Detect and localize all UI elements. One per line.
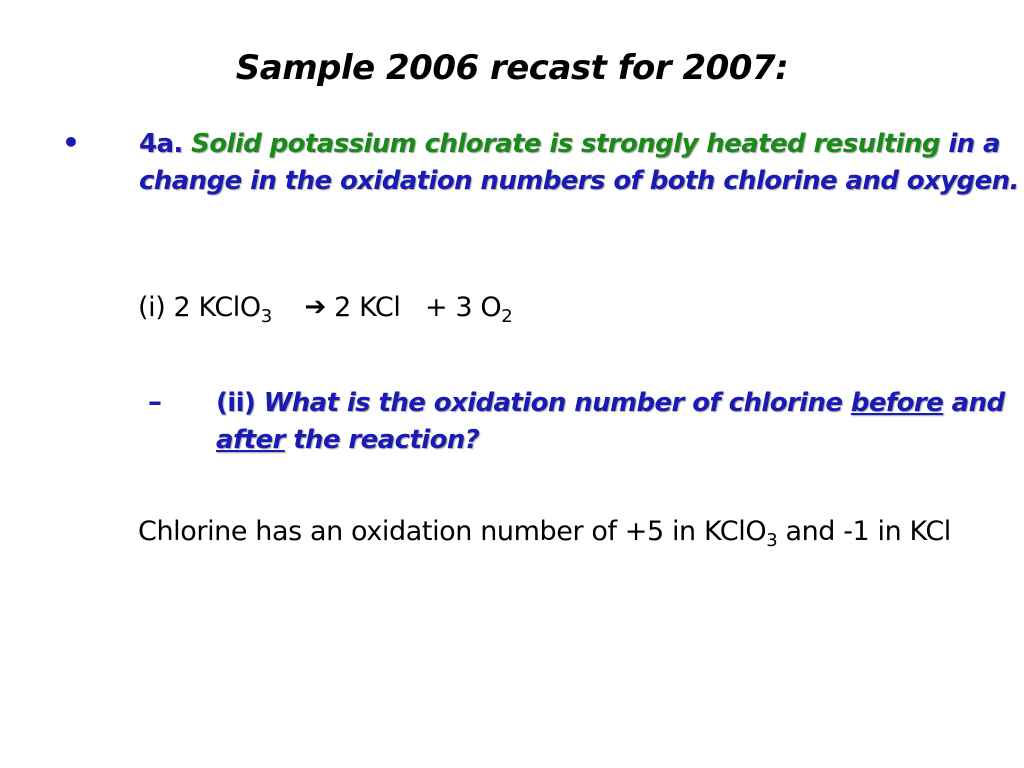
chemical-equation: [138, 292, 513, 327]
reaction-arrow-icon: ➔: [304, 292, 326, 322]
slide-title: Sample 2006 recast for 2007:: [235, 48, 789, 88]
underlined-before: before: [850, 388, 944, 418]
subquestion-label: (ii): [216, 388, 256, 418]
answer-subscript-3: 3: [766, 530, 778, 551]
answer-text: [138, 513, 1008, 550]
question-text-blue: in a change in the oxidation numbers of both chlorine and oxygen.: [139, 129, 1019, 196]
equation-reactant: (i) 2 KClO: [138, 292, 261, 323]
question-text: [139, 126, 1019, 200]
subquestion-part2: and: [951, 388, 1005, 418]
answer-part2: and -1 in KCl: [785, 516, 951, 547]
equation-products: 2 KCl + 3 O: [334, 292, 502, 323]
equation-subscript-3: 3: [260, 306, 272, 327]
dash-bullet-icon: –: [148, 385, 162, 418]
equation-subscript-2: 2: [501, 306, 513, 327]
question-text-green: Solid potassium chlorate is strongly heated resulting: [191, 129, 940, 159]
question-number: 4a.: [139, 129, 183, 159]
subquestion-part1: What is the oxidation number of chlorine: [263, 388, 843, 418]
subquestion-part3: the reaction?: [293, 425, 480, 455]
answer-part1: Chlorine has an oxidation number of +5 in KClO: [138, 516, 767, 547]
subquestion-text: [216, 385, 1016, 459]
bullet-icon: •: [62, 126, 80, 159]
underlined-after: after: [216, 425, 285, 455]
